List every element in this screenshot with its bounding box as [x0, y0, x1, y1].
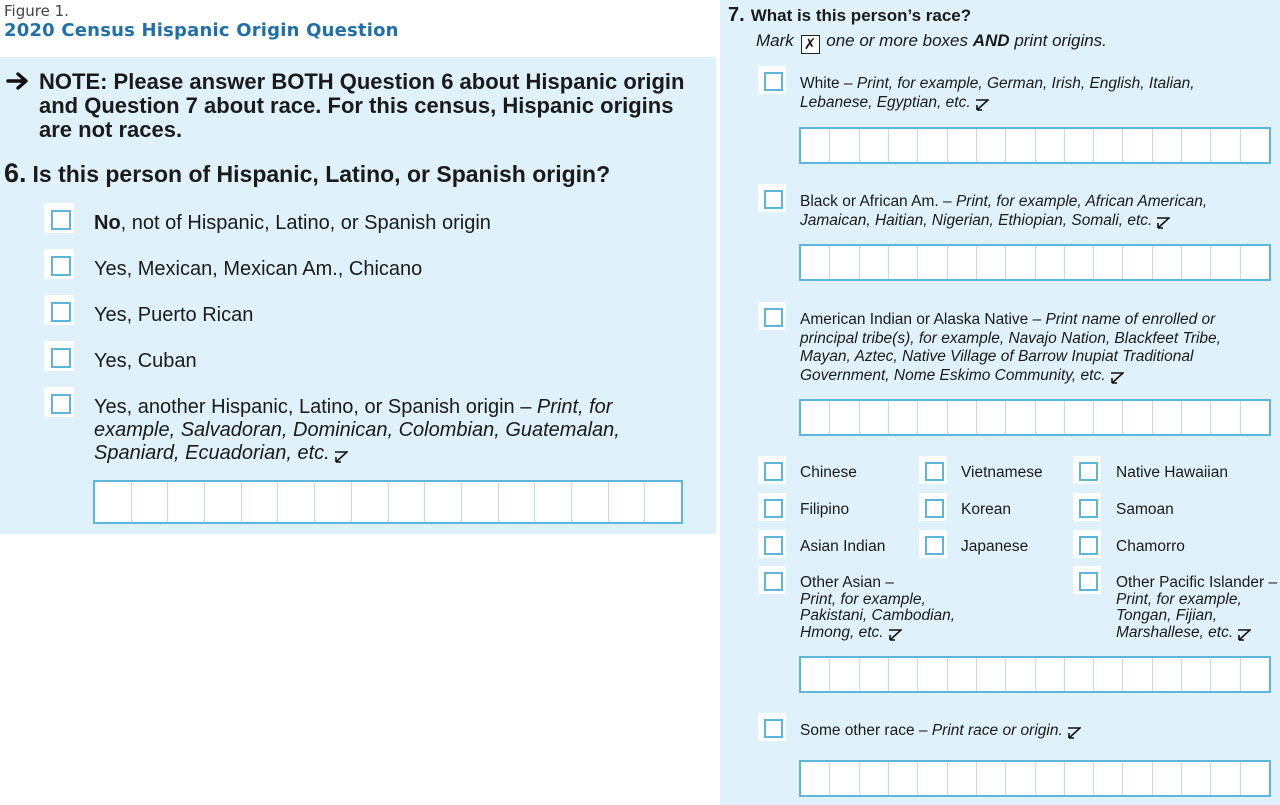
write-in-arrow-icon	[1067, 727, 1081, 739]
option-some-other-race-label: Some other race – Print race or origin.	[800, 722, 1081, 741]
question-text: Is this person of Hispanic, Latino, or Spanish origin?	[32, 161, 611, 187]
checkbox-white[interactable]	[758, 66, 786, 94]
checkbox-other-pacific-islander[interactable]	[1073, 566, 1101, 594]
black-write-in-field[interactable]	[799, 244, 1271, 281]
checkbox-chamorro[interactable]	[1073, 530, 1101, 558]
write-in-arrow-icon	[1237, 629, 1251, 641]
question-6-heading	[4, 158, 610, 189]
checkbox-no[interactable]	[44, 203, 74, 233]
option-no-label: No, not of Hispanic, Latino, or Spanish origin	[94, 212, 491, 234]
question-number: 7.	[728, 4, 745, 26]
option-mexican-label: Yes, Mexican, Mexican Am., Chicano	[94, 258, 423, 280]
question-text: What is this person’s race?	[750, 6, 972, 25]
option-samoan-label: Samoan	[1116, 501, 1174, 518]
checkbox-mexican[interactable]	[44, 249, 74, 279]
question-7-heading	[728, 4, 971, 27]
checkbox-japanese[interactable]	[919, 530, 947, 558]
checkbox-another-hispanic[interactable]	[44, 387, 74, 417]
option-japanese-label: Japanese	[961, 538, 1029, 555]
option-other-asian-label: Other Asian – Print, for example, Pakistani, Cambodian, Hmong, etc.	[800, 574, 956, 641]
checkbox-american-indian[interactable]	[758, 302, 786, 330]
note	[6, 70, 706, 142]
checkbox-some-other-race[interactable]	[758, 713, 786, 741]
checkbox-filipino[interactable]	[758, 493, 786, 521]
option-filipino-label: Filipino	[800, 501, 850, 518]
option-asian-indian-label: Asian Indian	[800, 538, 886, 555]
arrow-right-icon	[6, 70, 36, 97]
checkbox-other-asian[interactable]	[758, 566, 786, 594]
option-native-hawaiian-label: Native Hawaiian	[1116, 464, 1228, 481]
checkbox-native-hawaiian[interactable]	[1073, 456, 1101, 484]
option-cuban-label: Yes, Cuban	[94, 350, 197, 372]
asian-pi-write-in-field[interactable]	[799, 656, 1271, 693]
note-text: NOTE: Please answer BOTH Question 6 about Hispanic origin and Question 7 about race. For this census, Hispanic origins are not races.	[39, 69, 685, 142]
write-in-arrow-icon	[334, 451, 348, 463]
question-7-instruction: Mark ✗ one or more boxes AND print origins.	[756, 31, 1107, 53]
write-in-arrow-icon	[1156, 217, 1170, 229]
checkbox-puerto-rican[interactable]	[44, 295, 74, 325]
checkbox-samoan[interactable]	[1073, 493, 1101, 521]
checkbox-vietnamese[interactable]	[919, 456, 947, 484]
option-white-label: White – Print, for example, German, Irish, English, Italian, Lebanese, Egyptian, etc.	[800, 75, 1195, 111]
option-vietnamese-label: Vietnamese	[961, 464, 1043, 481]
american-indian-write-in-field[interactable]	[799, 399, 1271, 436]
checkbox-korean[interactable]	[919, 493, 947, 521]
option-other-pi-label: Other Pacific Islander – Print, for example, Tongan, Fijian, Marshallese, etc.	[1116, 574, 1278, 641]
some-other-race-write-in-field[interactable]	[799, 760, 1271, 797]
checkbox-cuban[interactable]	[44, 341, 74, 371]
checkbox-chinese[interactable]	[758, 456, 786, 484]
checkbox-black[interactable]	[758, 184, 786, 212]
option-chamorro-label: Chamorro	[1116, 538, 1185, 555]
hispanic-write-in-field[interactable]	[93, 480, 683, 524]
checkbox-asian-indian[interactable]	[758, 530, 786, 558]
option-another-label: Yes, another Hispanic, Latino, or Spanish origin – Print, for example, Salvadoran, Dominican, Colombian, Guatemalan, Spaniard, Ecuadorian, etc.	[94, 396, 620, 464]
write-in-arrow-icon	[975, 99, 989, 111]
option-korean-label: Korean	[961, 501, 1011, 518]
white-write-in-field[interactable]	[799, 127, 1271, 164]
figure-title: 2020 Census Hispanic Origin Question	[4, 20, 399, 41]
write-in-arrow-icon	[1110, 372, 1124, 384]
write-in-arrow-icon	[888, 629, 902, 641]
option-american-indian-label: American Indian or Alaska Native – Print name of enrolled or principal tribe(s), for example, Navajo Nation, Blackfeet Tribe, Mayan, Aztec, Native Village of Barrow Inupiat Traditional Government, Nome Eskimo Community, etc.	[800, 311, 1221, 384]
option-puerto-rican-label: Yes, Puerto Rican	[94, 304, 254, 326]
mark-x-sample-icon: ✗	[801, 35, 820, 54]
option-chinese-label: Chinese	[800, 464, 857, 481]
option-black-label: Black or African Am. – Print, for example, African American, Jamaican, Haitian, Nigerian, Ethiopian, Somali, etc.	[800, 193, 1208, 229]
figure-label: Figure 1.	[4, 2, 69, 20]
question-number: 6.	[4, 158, 27, 188]
